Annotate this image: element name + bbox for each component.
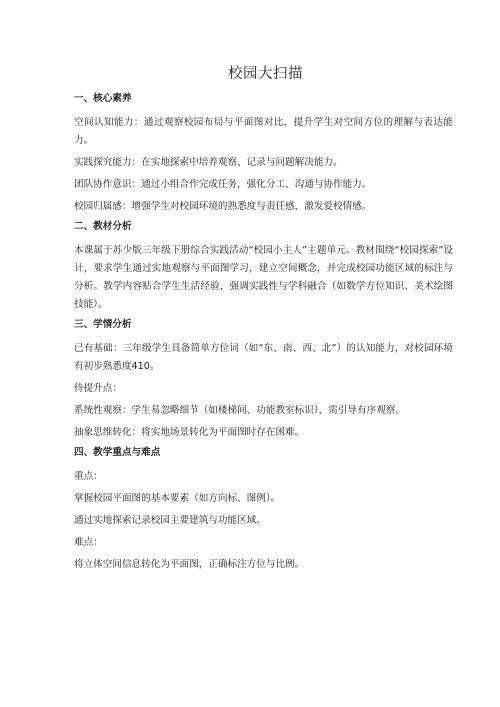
section-heading: 三、学情分析 [74,319,132,330]
section-key-points [74,446,453,574]
section-heading: 四、教学重点与难点 [74,447,161,458]
paragraph: 校园归属感：增强学生对校园环境的熟悉度与责任感，激发爱校情感。 [74,201,372,212]
section-core-literacy [74,92,453,216]
paragraph: 本课属于苏少版三年级下册综合实践活动“校园小主人”主题单元。教材围绕“校园探索”设计，要求学生通过实地观察与平面图学习，建立空间概念，并完成校园功能区域的标注与分析。教学内容贴合学生生活经验，强调实践性与学科融合（如数学方位知识、美术绘图技能）。 [74,245,453,310]
paragraph: 空间认知能力：通过观察校园布局与平面图对比，提升学生对空间方位的理解与表达能力。 [74,117,453,146]
document-title: 校园大扫描 [228,66,303,82]
section-heading: 一、核心素养 [74,93,132,104]
section-textbook-analysis [74,220,453,314]
paragraph: 待提升点： [74,383,122,394]
paragraph: 通过实地探索记录校园主要建筑与功能区域。 [74,515,266,526]
paragraph: 已有基础：三年级学生具备简单方位词（如“东、南、西、北”）的认知能力，对校园环境有初步熟悉度410。 [74,343,453,372]
section-learner-analysis [74,318,453,442]
section-heading: 二、教材分析 [74,221,132,232]
paragraph: 团队协作意识：通过小组合作完成任务，强化分工、沟通与协作能力。 [74,179,372,190]
paragraph: 实践探究能力：在实地探索中培养观察、记录与问题解决能力。 [74,157,343,168]
paragraph: 难点： [74,537,103,548]
paragraph: 系统性观察：学生易忽略细节（如楼梯间、功能教室标识），需引导有序观察。 [74,405,405,416]
paragraph: 掌握校园平面图的基本要素（如方向标、图例）。 [74,493,281,504]
paragraph: 将立体空间信息转化为平面图，正确标注方位与比例。 [74,559,305,570]
paragraph: 重点： [74,471,103,482]
paragraph: 抽象思维转化：将实地场景转化为平面图时存在困难。 [74,427,305,438]
